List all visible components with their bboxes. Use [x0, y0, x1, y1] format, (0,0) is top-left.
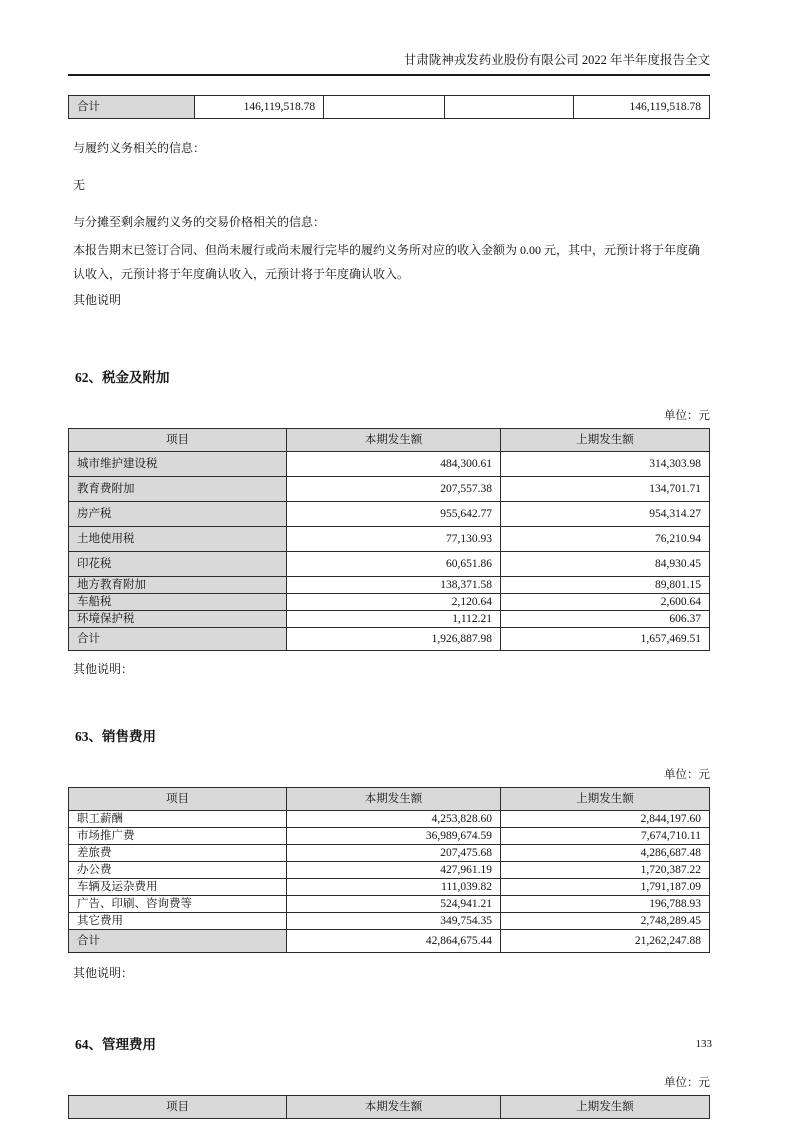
col-header-current: 本期发生额 [286, 788, 500, 811]
empty-cell [445, 96, 574, 119]
table-row [69, 594, 710, 611]
total-label-cell: 合计 [69, 96, 195, 119]
page-number: 133 [695, 1038, 712, 1050]
table-row [69, 477, 710, 502]
current-cell: 207,557.38 [286, 477, 500, 502]
current-cell: 2,120.64 [286, 594, 500, 611]
unit-label-63: 单位：元 [664, 769, 710, 781]
item-cell: 教育费附加 [69, 477, 287, 502]
current-cell: 138,371.58 [286, 577, 500, 594]
prior-cell: 196,788.93 [501, 896, 710, 913]
prior-cell: 84,930.45 [501, 552, 710, 577]
table-row [69, 862, 710, 879]
prior-cell: 7,674,710.11 [501, 828, 710, 845]
col-header-current: 本期发生额 [286, 429, 500, 452]
table-row [69, 611, 710, 628]
prior-cell: 89,801.15 [501, 577, 710, 594]
current-cell: 427,961.19 [286, 862, 500, 879]
current-cell: 111,039.82 [286, 879, 500, 896]
other-notes-label: 其他说明： [73, 966, 134, 980]
table-row [69, 879, 710, 896]
item-cell: 土地使用税 [69, 527, 287, 552]
prior-cell: 134,701.71 [501, 477, 710, 502]
running-header: 甘肃陇神戎发药业股份有限公司 2022 年半年度报告全文 [68, 52, 710, 76]
table-row [69, 502, 710, 527]
item-cell: 车船税 [69, 594, 287, 611]
remaining-obligation-label: 与分摊至剩余履约义务的交易价格相关的信息： [73, 215, 326, 229]
total-amount-cell: 146,119,518.78 [574, 96, 710, 119]
item-cell: 职工薪酬 [69, 811, 287, 828]
prior-cell: 4,286,687.48 [501, 845, 710, 862]
current-cell: 349,754.35 [286, 913, 500, 930]
prior-cell: 606.37 [501, 611, 710, 628]
carryover-total-table [68, 95, 710, 119]
unit-label-64: 单位：元 [664, 1077, 710, 1089]
total-label-cell: 合计 [69, 930, 287, 953]
selling-expense-table [68, 787, 710, 953]
item-cell: 广告、印刷、咨询费等 [69, 896, 287, 913]
col-header-item: 项目 [69, 788, 287, 811]
item-cell: 差旅费 [69, 845, 287, 862]
current-cell: 207,475.68 [286, 845, 500, 862]
tax-surcharge-table [68, 428, 710, 651]
admin-expense-table [68, 1095, 710, 1119]
item-cell: 印花税 [69, 552, 287, 577]
table-row [69, 552, 710, 577]
table-row [69, 913, 710, 930]
obligation-info-label: 与履约义务相关的信息： [73, 141, 206, 155]
current-cell: 4,253,828.60 [286, 811, 500, 828]
col-header-prior: 上期发生额 [501, 1096, 710, 1119]
item-cell: 市场推广费 [69, 828, 287, 845]
table-row [69, 845, 710, 862]
empty-cell [324, 96, 445, 119]
prior-cell: 1,791,187.09 [501, 879, 710, 896]
unit-label-62: 单位：元 [664, 410, 710, 422]
total-current-cell: 42,864,675.44 [286, 930, 500, 953]
item-cell: 其它费用 [69, 913, 287, 930]
current-cell: 60,651.86 [286, 552, 500, 577]
total-current-cell: 1,926,887.98 [286, 628, 500, 651]
total-prior-cell: 1,657,469.51 [501, 628, 710, 651]
current-cell: 955,642.77 [286, 502, 500, 527]
total-amount-cell: 146,119,518.78 [195, 96, 324, 119]
table-total-row [69, 930, 710, 953]
item-cell: 房产税 [69, 502, 287, 527]
item-cell: 办公费 [69, 862, 287, 879]
table-row [69, 828, 710, 845]
table-header-row [69, 1096, 710, 1119]
item-cell: 地方教育附加 [69, 577, 287, 594]
table-header-row [69, 788, 710, 811]
section-63-title: 63、销售费用 [75, 729, 156, 744]
other-notes-label: 其他说明 [73, 293, 122, 307]
current-cell: 484,300.61 [286, 452, 500, 477]
report-period-paragraph: 本报告期末已签订合同、但尚未履行或尚未履行完毕的履约义务所对应的收入金额为 0.00 元，其中，元预计将于年度确认收入，元预计将于年度确认收入，元预计将于年度确认收入。 [73, 243, 701, 281]
prior-cell: 2,844,197.60 [501, 811, 710, 828]
col-header-prior: 上期发生额 [501, 788, 710, 811]
prior-cell: 2,748,289.45 [501, 913, 710, 930]
table-row [69, 452, 710, 477]
section-64-title: 64、管理费用 [75, 1037, 156, 1052]
current-cell: 77,130.93 [286, 527, 500, 552]
section-62-title: 62、税金及附加 [75, 370, 170, 385]
current-cell: 524,941.21 [286, 896, 500, 913]
prior-cell: 954,314.27 [501, 502, 710, 527]
table-row [69, 896, 710, 913]
col-header-current: 本期发生额 [286, 1096, 500, 1119]
item-cell: 车辆及运杂费用 [69, 879, 287, 896]
table-header-row [69, 429, 710, 452]
current-cell: 1,112.21 [286, 611, 500, 628]
table-row [69, 811, 710, 828]
none-text: 无 [73, 178, 86, 192]
table-row [69, 527, 710, 552]
table-row [69, 577, 710, 594]
prior-cell: 314,303.98 [501, 452, 710, 477]
col-header-item: 项目 [69, 429, 287, 452]
prior-cell: 76,210.94 [501, 527, 710, 552]
other-notes-label: 其他说明： [73, 662, 134, 676]
prior-cell: 1,720,387.22 [501, 862, 710, 879]
total-prior-cell: 21,262,247.88 [501, 930, 710, 953]
item-cell: 城市维护建设税 [69, 452, 287, 477]
total-label-cell: 合计 [69, 628, 287, 651]
table-total-row [69, 628, 710, 651]
prior-cell: 2,600.64 [501, 594, 710, 611]
table-row-total [69, 96, 710, 119]
col-header-item: 项目 [69, 1096, 287, 1119]
item-cell: 环境保护税 [69, 611, 287, 628]
col-header-prior: 上期发生额 [501, 429, 710, 452]
current-cell: 36,989,674.59 [286, 828, 500, 845]
